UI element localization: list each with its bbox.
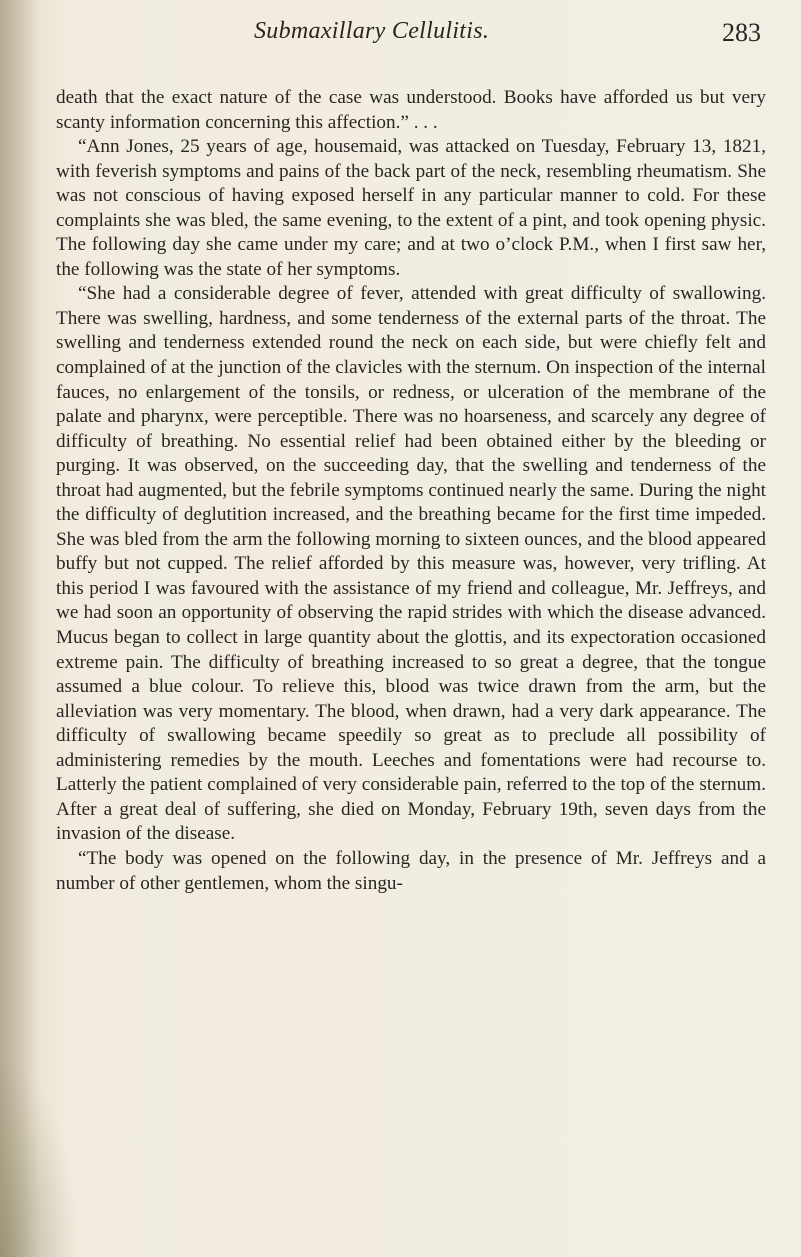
body-text [56,86,766,896]
paragraph-continuation: death that the exact nature of the case was understood. Books have afforded us but very scanty information concerning this affection.” . . . [56,87,766,133]
paragraph-case-history: “Ann Jones, 25 years of age, housemaid, was attacked on Tuesday, February 13, 1821, with feverish symptoms and pains of the back part of the neck, resembling rheumatism. She was not conscious of having exposed herself in any particular manner to cold. For these complaints she was bled, the same evening, to the extent of a pint, and took opening physic. The following day she came under my care; and at two o’clock P.M., when I first saw her, the following was the state of her symptoms. [56,136,766,280]
paragraph-symptoms: “She had a considerable degree of fever, attended with great difficulty of swallowing. There was swelling, hardness, and some tenderness of the external parts of the throat. The swelling and tenderness extended round the neck on each side, but were chiefly felt and complained of at the junction of the clavicles with the sternum. On inspection of the internal fauces, no enlargement of the tonsils, or redness, or ulceration of the membrane of the palate and pharynx, were perceptible. There was no hoarseness, and scarcely any degree of difficulty of breathing. No essential relief had been obtained either by the bleeding or purging. It was observed, on the succeeding day, that the swelling and tenderness of the throat had augmented, but the febrile symptoms continued nearly the same. During the night the difficulty of deglutition increased, and the breathing became for the first time impeded. She was bled from the arm the following morning to sixteen ounces, and the blood appeared buffy but not cupped. The relief afforded by this measure was, however, very trifling. At this period I was favoured with the assistance of my friend and colleague, Mr. Jeffreys, and we had soon an opportunity of observing the rapid strides with which the disease advanced. Mucus began to collect in large quantity about the glottis, and its expectoration occasioned extreme pain. The difficulty of breathing increased to so great a degree, that the tongue assumed a blue colour. To relieve this, blood was twice drawn from the arm, but the alleviation was very momentary. The blood, when drawn, had a very dark appearance. The difficulty of swallowing became speedily so great as to preclude all possibility of administering remedies by the mouth. Leeches and fomentations were had recourse to. Latterly the patient complained of very considerable pain, referred to the top of the sternum. After a great deal of suffering, she died on Monday, February 19th, seven days from the invasion of the disease. [56,283,766,845]
paragraph-post-mortem: “The body was opened on the following day, in the presence of Mr. Jeffreys and a number of other gentlemen, whom the singu- [56,847,766,894]
running-title: Submaxillary Cellulitis. [254,18,490,44]
page-stain [0,1057,80,1257]
page-number: 283 [722,18,761,47]
running-header [56,14,761,50]
